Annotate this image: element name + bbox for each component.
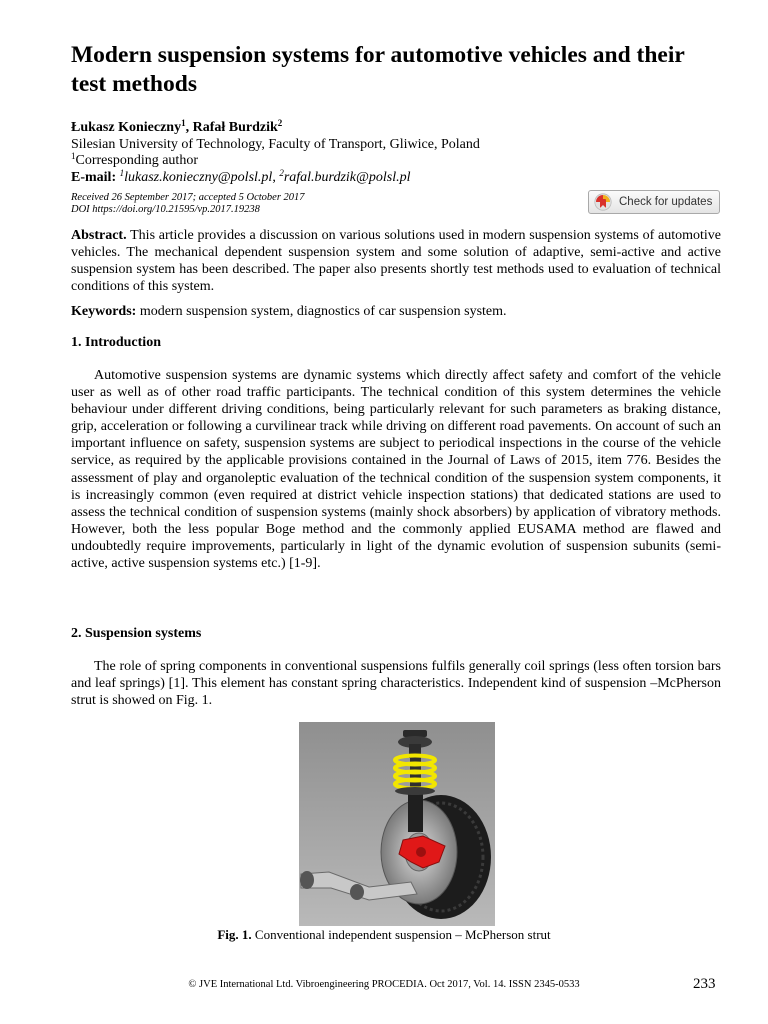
suspension-paragraph: The role of spring components in conventional suspensions fulfils generally coil springs (less often torsion bars and leaf springs) [1]. This element has constant spring characteristics. Independent kind of suspension –McPherson strut is showed on Fig. 1. <box>71 659 721 709</box>
author-sup-1: 1 <box>181 118 186 128</box>
figure-caption <box>0 927 768 943</box>
footer-copyright: © JVE International Ltd. Vibroengineering PROCEDIA. Oct 2017, Vol. 14. ISSN 2345-0533 <box>188 979 580 990</box>
check-for-updates-label: Check for updates <box>619 196 713 208</box>
dates-block <box>71 192 305 216</box>
figure-caption-label: Fig. 1. <box>217 927 252 942</box>
author-name-1: Łukasz Konieczny <box>71 120 182 135</box>
keywords-paragraph <box>71 303 721 320</box>
email-sup-2: 2 <box>279 167 284 178</box>
abstract-label: Abstract. <box>71 228 127 243</box>
email-link-1[interactable]: lukasz.konieczny@polsl.pl <box>124 169 273 185</box>
keywords-label: Keywords: <box>71 304 137 319</box>
affiliation: Silesian University of Technology, Faculty of Transport, Gliwice, Poland <box>71 136 480 152</box>
received-date: Received 26 September 2017; accepted 5 October 2017 <box>71 192 305 203</box>
corresponding-author <box>71 153 480 170</box>
author-block <box>71 120 480 186</box>
introduction-paragraph: Automotive suspension systems are dynamic systems which directly affect safety and comfort of the vehicle user as well as of other road traffic participants. The technical condition of this system determines the vehicle behaviour under different driving conditions, being particularly relevant for such parameters as braking distance, grip, acceleration or following a curvilinear track while driving on different road pavements. On account of such an important influence on safety, suspension systems are subject to periodical inspections in the course of the vehicle service, as required by the applicable provisions contained in the Journal of Laws of 2015, item 776. Besides the assessment of play and organoleptic evaluation of the technical condition of the suspension system components, it is increasingly common (even required at district vehicle inspection stations) that dedicated stations are used to assess the technical condition of suspension systems (mainly shock absorbers) by application of vibratory methods. However, both the less popular Boge method and the commonly applied EUSAMA method are flawed and undoubtedly require improvements, particularly in light of the dynamic evolution of suspension subunits (semi-active, active suspension systems etc.) [1-9]. <box>71 368 721 572</box>
email-link-2[interactable]: rafal.burdzik@polsl.pl <box>283 169 411 185</box>
author-separator: , <box>185 120 193 135</box>
section-heading-introduction: 1. Introduction <box>71 335 161 350</box>
abstract-paragraph <box>71 227 721 295</box>
crossmark-icon <box>594 193 612 211</box>
author-sup-2: 2 <box>277 118 283 128</box>
abstract-text: This article provides a discussion on various solutions used in modern suspension systems of automotive vehicles. The mechanical dependent suspension system and some solution of adaptive, semi-active and active suspension system has been described. The paper also presents shortly test methods used to evaluation of technical conditions of this system. <box>71 228 721 295</box>
section-heading-suspension-systems: 2. Suspension systems <box>71 626 202 641</box>
doi-link[interactable]: DOI https://doi.org/10.21595/vp.2017.19238 <box>71 204 260 215</box>
email-label: E-mail: <box>71 169 117 185</box>
corresponding-sup: 1 <box>71 151 76 161</box>
check-for-updates-button[interactable] <box>588 190 720 214</box>
figure-mcpherson-strut <box>299 722 495 926</box>
email-line <box>71 167 480 187</box>
page-number: 233 <box>693 976 716 992</box>
figure-caption-text: Conventional independent suspension – McPherson strut <box>251 927 551 942</box>
mcpherson-strut-illustration <box>299 722 495 926</box>
email-sup-1: 1 <box>119 167 125 178</box>
paper-title: Modern suspension systems for automotive vehicles and their test methods <box>71 42 685 97</box>
keywords-text: modern suspension system, diagnostics of car suspension system. <box>136 304 507 319</box>
email-separator: , <box>272 169 280 185</box>
author-line <box>71 120 480 137</box>
author-name-2: Rafał Burdzik <box>192 120 278 135</box>
corresponding-text: Corresponding author <box>75 153 198 168</box>
